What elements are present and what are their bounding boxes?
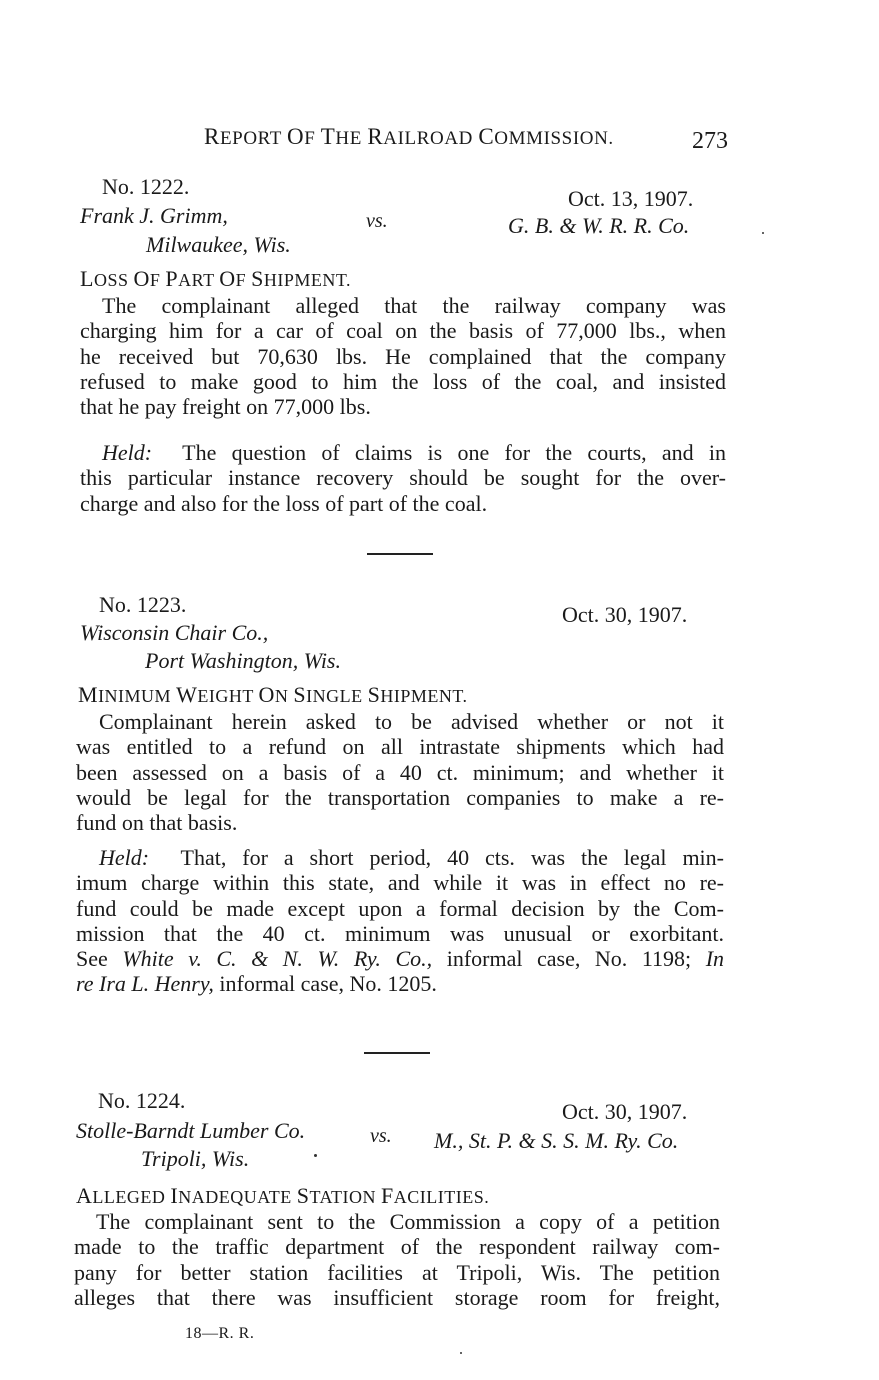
case-number: No. 1223. bbox=[99, 592, 187, 617]
signature-mark: 18—R. R. bbox=[185, 1325, 255, 1342]
complainant-name: Wisconsin Chair Co., bbox=[80, 620, 269, 645]
held-label: Held: bbox=[99, 845, 150, 870]
complainant-name: Frank J. Grimm, bbox=[80, 203, 228, 228]
versus-label: vs. bbox=[366, 210, 388, 232]
case-subject: ALLEGED INADEQUATE STATION FACILITIES. bbox=[76, 1183, 490, 1208]
speck bbox=[460, 1352, 462, 1354]
cited-case: White v. C. & N. W. Ry. Co., bbox=[122, 946, 433, 972]
case-body bbox=[76, 709, 724, 835]
section-divider bbox=[367, 553, 433, 555]
cited-case: re Ira L. Henry, bbox=[76, 971, 214, 997]
text-line: mission that the 40 ct. minimum was unusual or exorbitant. bbox=[76, 920, 724, 946]
case-holding bbox=[76, 845, 724, 997]
text-line: fund on that basis. bbox=[76, 810, 238, 836]
text-line: The complainant sent to the Commission a copy of a petition bbox=[96, 1209, 720, 1234]
text-line: charging him for a car of coal on the basis of 77,000 lbs., when bbox=[80, 318, 726, 344]
text-line: imum charge within this state, and while it was in effect no re- bbox=[76, 870, 724, 896]
text-line bbox=[80, 440, 726, 465]
see-word: See bbox=[76, 946, 108, 972]
text-line: he received but 70,630 lbs. He complained that the company bbox=[80, 343, 726, 369]
text-line: The complainant alleged that the railway company was bbox=[102, 293, 726, 318]
text-line: would be legal for the transportation companies to make a re- bbox=[76, 784, 724, 810]
complainant-name: Stolle-Barndt Lumber Co. bbox=[76, 1118, 306, 1143]
case-body bbox=[80, 293, 726, 419]
citation-text: informal case, No. 1205. bbox=[219, 971, 437, 997]
case-number: No. 1222. bbox=[102, 174, 190, 199]
held-label: Held: bbox=[102, 440, 153, 465]
text-line: made to the traffic department of the respondent railway com- bbox=[74, 1234, 720, 1260]
running-head-title: REPORT OF THE RAILROAD COMMISSION. bbox=[204, 124, 614, 149]
citation-text: informal case, No. 1198; bbox=[446, 946, 692, 972]
complainant-location: Milwaukee, Wis. bbox=[146, 232, 291, 257]
text-line: alleges that there was insufficient storage room for freight, bbox=[74, 1284, 720, 1310]
page-number: 273 bbox=[692, 128, 728, 154]
case-subject: MINIMUM WEIGHT ON SINGLE SHIPMENT. bbox=[78, 682, 468, 707]
respondent-name: G. B. & W. R. R. Co. bbox=[508, 213, 690, 238]
text-line: been assessed on a basis of a 40 ct. minimum; and whether it bbox=[76, 759, 724, 785]
complainant-location: Tripoli, Wis. bbox=[141, 1146, 250, 1171]
text-line bbox=[76, 845, 724, 870]
text-line bbox=[76, 946, 724, 971]
text-line: pany for better station facilities at Tripoli, Wis. The petition bbox=[74, 1259, 720, 1285]
case-number: No. 1224. bbox=[98, 1088, 186, 1113]
speck bbox=[314, 1154, 317, 1157]
case-body bbox=[74, 1209, 720, 1310]
text-line: was entitled to a refund on all intrastate shipments which had bbox=[76, 734, 724, 760]
case-subject: LOSS OF PART OF SHIPMENT. bbox=[80, 266, 352, 291]
text-line: this particular instance recovery should be sought for the over- bbox=[80, 465, 726, 491]
section-divider bbox=[364, 1052, 430, 1054]
held-text: The question of claims is one for the courts, and in bbox=[182, 440, 726, 465]
case-date: Oct. 30, 1907. bbox=[562, 1099, 688, 1124]
case-date: Oct. 30, 1907. bbox=[562, 602, 688, 627]
text-line: fund could be made except upon a formal decision by the Com- bbox=[76, 895, 724, 921]
held-text: That, for a short period, 40 cts. was the legal min- bbox=[180, 845, 724, 870]
text-line: refused to make good to him the loss of the coal, and insisted bbox=[80, 368, 726, 394]
case-holding bbox=[80, 440, 726, 516]
text-line bbox=[76, 971, 724, 996]
in-re-word: In bbox=[705, 946, 725, 972]
text-line: charge and also for the loss of part of the coal. bbox=[80, 490, 488, 516]
text-line: that he pay freight on 77,000 lbs. bbox=[80, 394, 371, 420]
respondent-name: M., St. P. & S. S. M. Ry. Co. bbox=[434, 1128, 679, 1153]
complainant-location: Port Washington, Wis. bbox=[145, 648, 341, 673]
versus-label: vs. bbox=[370, 1125, 392, 1147]
speck bbox=[762, 232, 764, 234]
text-line: Complainant herein asked to be advised whether or not it bbox=[99, 709, 724, 734]
case-date: Oct. 13, 1907. bbox=[568, 186, 694, 211]
